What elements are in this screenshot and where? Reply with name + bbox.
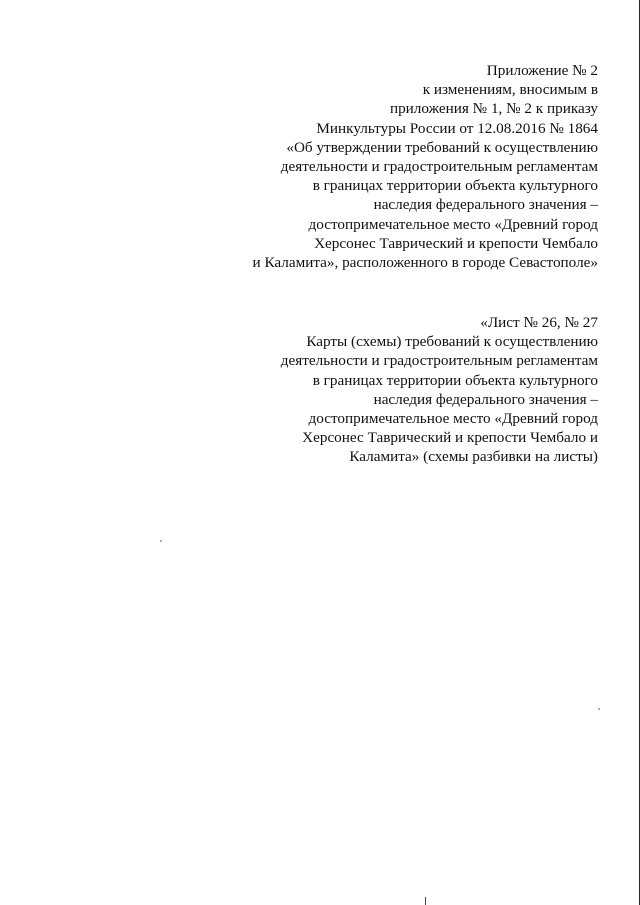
scan-speck [160, 540, 162, 542]
scan-speck [598, 708, 600, 710]
scan-edge-mark [425, 897, 432, 905]
sheet-caption [178, 313, 598, 467]
sheet-line: достопримечательное место «Древний город [308, 410, 598, 428]
appendix-line: Минкультуры России от 12.08.2016 № 1864 [316, 119, 598, 137]
sheet-line: в границах территории объекта культурного [312, 371, 598, 389]
appendix-line: приложения № 1, № 2 к приказу [389, 100, 598, 118]
sheet-number: «Лист № 26, № 27 [480, 314, 598, 331]
sheet-line: Каламита» (схемы разбивки на листы) [349, 448, 598, 466]
appendix-line: и Каламита», расположенного в городе Севастополе» [252, 254, 598, 272]
appendix-header [178, 61, 598, 272]
appendix-line: Херсонес Таврический и крепости Чембало [314, 234, 598, 252]
sheet-line: Карты (схемы) требований к осуществлению [306, 333, 598, 351]
sheet-line: Херсонес Таврический и крепости Чембало и [302, 429, 598, 447]
appendix-line: достопримечательное место «Древний город [308, 215, 598, 233]
appendix-line: к изменениям, вносимым в [422, 81, 598, 99]
sheet-line: наследия федерального значения – [373, 390, 598, 408]
appendix-line: деятельности и градостроительным регламентам [280, 158, 598, 176]
appendix-title: Приложение № 2 [486, 62, 598, 79]
appendix-line: «Об утверждении требований к осуществлению [286, 138, 598, 156]
sheet-line: деятельности и градостроительным регламентам [280, 352, 598, 370]
appendix-line: наследия федерального значения – [373, 196, 598, 214]
appendix-line: в границах территории объекта культурного [312, 177, 598, 195]
